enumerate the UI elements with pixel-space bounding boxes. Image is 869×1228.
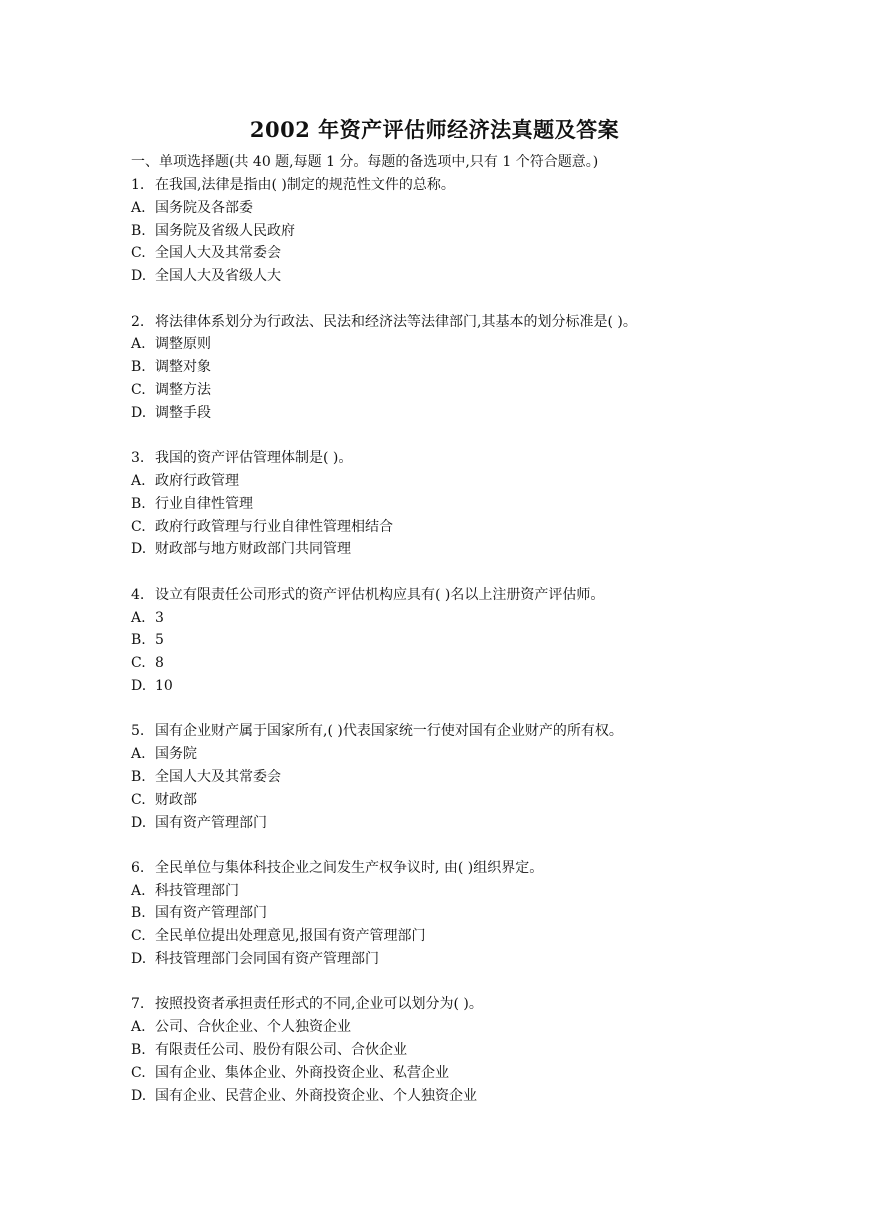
option-text: 科技管理部门会同国有资产管理部门	[155, 951, 379, 968]
option-letter: C.	[131, 518, 146, 535]
question-number: 5.	[131, 723, 145, 740]
option-text: 财政部	[155, 791, 197, 808]
question-number: 1.	[131, 177, 145, 193]
option-letter: D.	[131, 677, 147, 694]
question-text: 按照投资者承担责任形式的不同,企业可以划分为( )。	[155, 996, 483, 1013]
answer-option	[131, 402, 831, 425]
option-text: 科技管理部门	[155, 882, 239, 899]
answer-option	[131, 766, 831, 789]
question-text: 国有企业财产属于国家所有,( )代表国家统一行使对国有企业财产的所有权。	[155, 723, 623, 740]
answer-option	[131, 629, 831, 652]
option-letter: B.	[131, 632, 146, 649]
answer-option	[131, 812, 831, 835]
answer-option	[131, 1085, 831, 1108]
option-text: 国务院	[155, 746, 197, 763]
option-letter: C.	[131, 928, 146, 945]
answer-option	[131, 1039, 831, 1062]
answer-option	[131, 333, 831, 356]
option-letter: A.	[131, 882, 146, 899]
option-text: 政府行政管理	[155, 472, 239, 489]
option-text: 全国人大及省级人大	[155, 268, 281, 285]
option-letter: D.	[131, 814, 147, 831]
option-letter: C.	[131, 245, 146, 262]
option-text: 公司、合伙企业、个人独资企业	[155, 1019, 351, 1036]
option-text: 3	[155, 609, 164, 626]
answer-option	[131, 493, 831, 516]
question-1	[131, 174, 831, 288]
question-stem	[131, 174, 831, 197]
answer-option	[131, 242, 831, 265]
option-letter: C.	[131, 655, 146, 672]
question-stem	[131, 311, 831, 334]
option-text: 国务院及省级人民政府	[155, 222, 295, 239]
answer-option	[131, 265, 831, 288]
answer-option	[131, 379, 831, 402]
question-stem	[131, 857, 831, 880]
option-letter: D.	[131, 268, 147, 285]
question-list	[131, 174, 831, 1130]
option-text: 全民单位提出处理意见,报国有资产管理部门	[155, 928, 426, 945]
option-text: 国有企业、民营企业、外商投资企业、个人独资企业	[155, 1087, 477, 1104]
question-2	[131, 311, 831, 425]
answer-option	[131, 538, 831, 561]
option-letter: B.	[131, 1042, 146, 1059]
option-letter: D.	[131, 1087, 147, 1104]
answer-option	[131, 743, 831, 766]
option-text: 10	[155, 677, 173, 694]
option-text: 调整方法	[155, 381, 211, 398]
question-4	[131, 584, 831, 698]
answer-option	[131, 789, 831, 812]
question-number: 6.	[131, 859, 145, 876]
question-text: 全民单位与集体科技企业之间发生产权争议时, 由( )组织界定。	[155, 859, 544, 876]
answer-option	[131, 516, 831, 539]
option-letter: C.	[131, 381, 146, 398]
option-text: 8	[155, 655, 164, 672]
question-text: 设立有限责任公司形式的资产评估机构应具有( )名以上注册资产评估师。	[155, 586, 605, 603]
answer-option	[131, 902, 831, 925]
option-text: 调整手段	[155, 404, 211, 421]
option-letter: D.	[131, 951, 147, 968]
option-text: 5	[155, 632, 164, 649]
option-text: 调整对象	[155, 359, 211, 376]
question-7	[131, 993, 831, 1107]
option-letter: C.	[131, 1064, 146, 1081]
option-letter: C.	[131, 791, 146, 808]
option-letter: D.	[131, 404, 147, 421]
option-text: 全国人大及其常委会	[155, 245, 281, 262]
question-text: 我国的资产评估管理体制是( )。	[155, 450, 353, 467]
option-letter: A.	[131, 199, 146, 216]
option-letter: B.	[131, 359, 146, 376]
answer-option	[131, 880, 831, 903]
question-text: 在我国,法律是指由( )制定的规范性文件的总称。	[155, 177, 455, 193]
question-number: 4.	[131, 586, 145, 603]
document-title: 2002 年资产评估师经济法真题及答案	[249, 117, 620, 142]
option-text: 有限责任公司、股份有限公司、合伙企业	[155, 1042, 407, 1059]
question-stem	[131, 993, 831, 1016]
question-stem	[131, 584, 831, 607]
option-text: 国有资产管理部门	[155, 814, 267, 831]
question-stem	[131, 447, 831, 470]
option-letter: A.	[131, 336, 146, 353]
question-3	[131, 447, 831, 561]
answer-option	[131, 356, 831, 379]
answer-option	[131, 652, 831, 675]
option-text: 国有企业、集体企业、外商投资企业、私营企业	[155, 1064, 449, 1081]
option-letter: A.	[131, 746, 146, 763]
option-text: 调整原则	[155, 336, 211, 353]
option-letter: A.	[131, 1019, 146, 1036]
option-letter: B.	[131, 495, 146, 512]
question-stem	[131, 720, 831, 743]
answer-option	[131, 1016, 831, 1039]
option-letter: A.	[131, 472, 146, 489]
question-number: 3.	[131, 450, 145, 467]
question-6	[131, 857, 831, 971]
answer-option	[131, 1062, 831, 1085]
answer-option	[131, 948, 831, 971]
question-5	[131, 720, 831, 834]
option-text: 国有资产管理部门	[155, 905, 267, 922]
section-heading: 一、单项选择题(共 40 题,每题 1 分。每题的备选项中,只有 1 个符合题意。)	[131, 154, 599, 170]
answer-option	[131, 470, 831, 493]
answer-option	[131, 925, 831, 948]
answer-option	[131, 220, 831, 243]
option-letter: B.	[131, 222, 146, 239]
option-text: 财政部与地方财政部门共同管理	[155, 541, 351, 558]
option-text: 行业自律性管理	[155, 495, 253, 512]
answer-option	[131, 197, 831, 220]
option-letter: B.	[131, 905, 146, 922]
question-number: 7.	[131, 996, 145, 1013]
option-text: 国务院及各部委	[155, 199, 253, 216]
answer-option	[131, 607, 831, 630]
option-text: 政府行政管理与行业自律性管理相结合	[155, 518, 393, 535]
option-letter: B.	[131, 768, 146, 785]
option-letter: D.	[131, 541, 147, 558]
question-number: 2.	[131, 313, 145, 330]
option-text: 全国人大及其常委会	[155, 768, 281, 785]
option-letter: A.	[131, 609, 146, 626]
question-text: 将法律体系划分为行政法、民法和经济法等法律部门,其基本的划分标准是( )。	[155, 313, 637, 330]
answer-option	[131, 675, 831, 698]
